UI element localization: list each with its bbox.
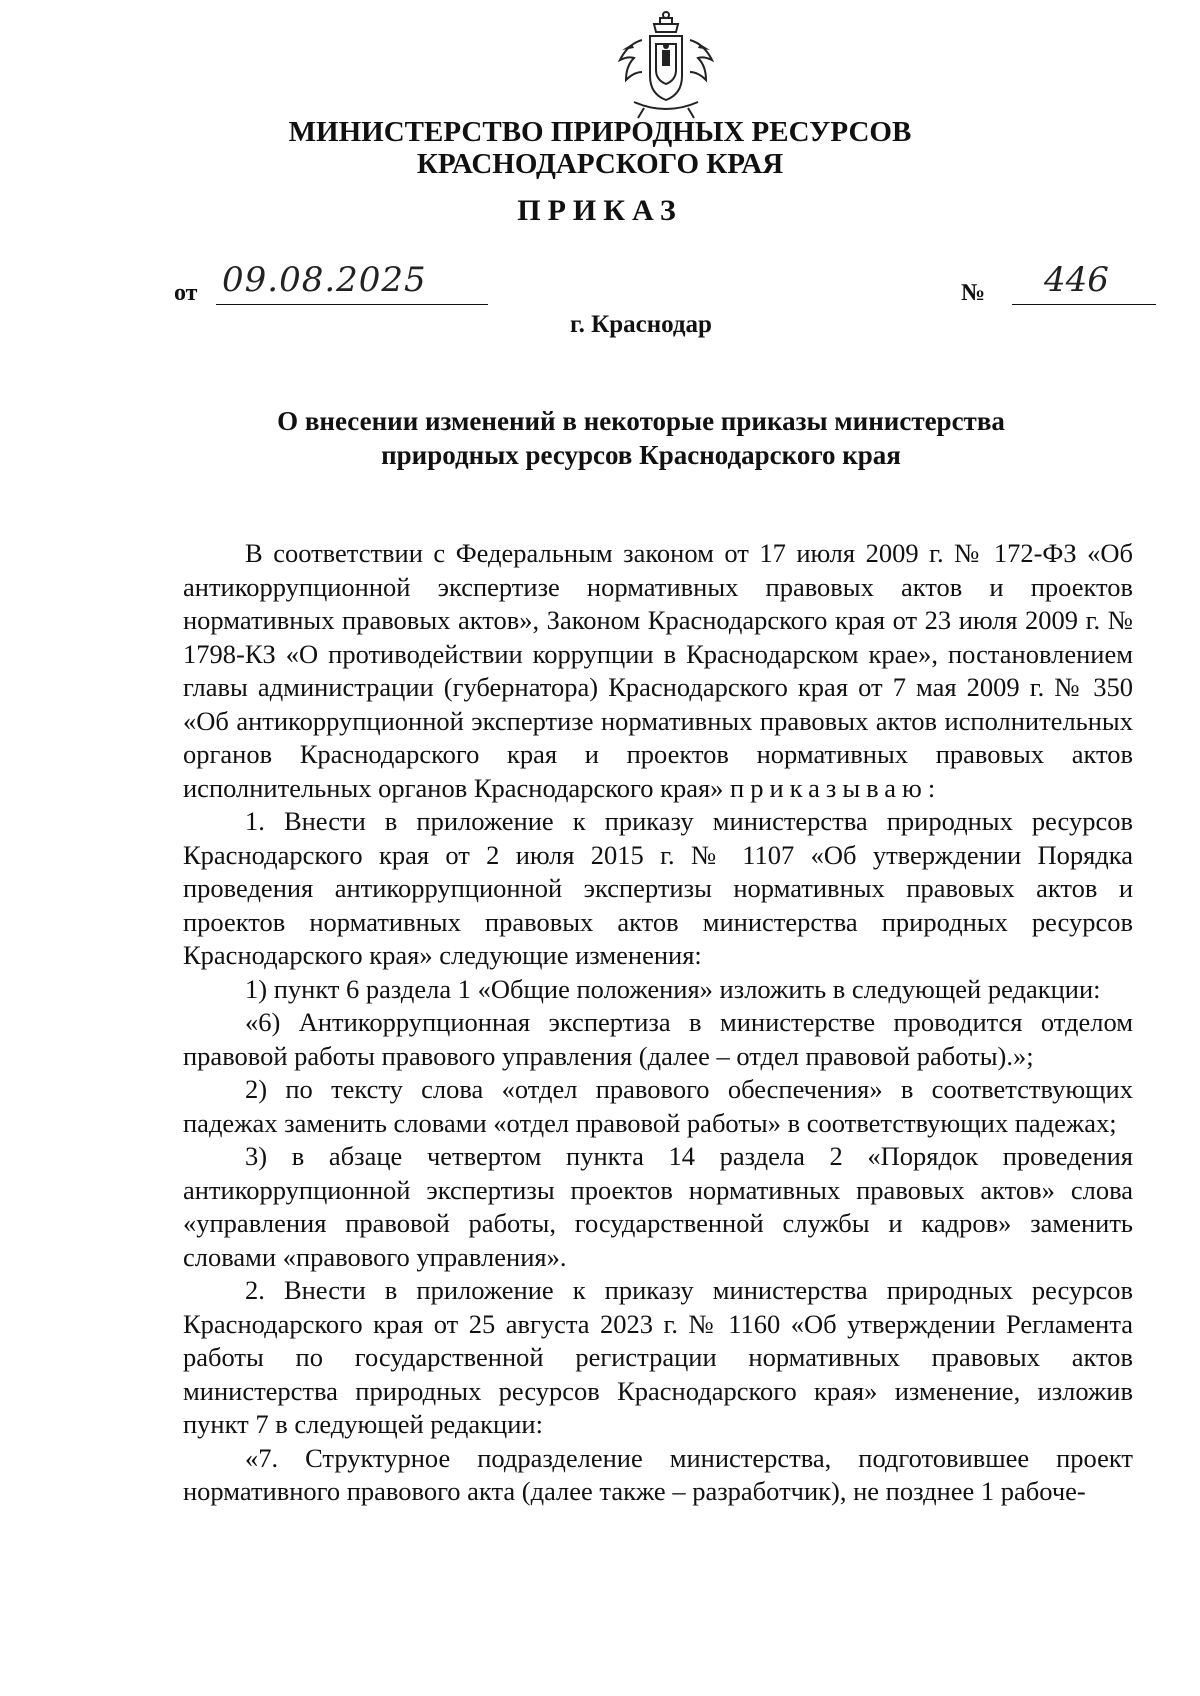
date-number-row <box>174 260 1154 308</box>
date-handwritten: 09.08.2025 <box>222 260 427 300</box>
paragraph-1-item-3: 3) в абзаце четвертом пункта 14 раздела 2 «Порядок проведения антикоррупционной экспертизы проектов нормативных правовых актов» слова «управления правовой работы, государственной службы и кадров» заменить словами «правового управления». <box>183 1141 1133 1272</box>
paragraph-1-item-1: 1) пункт 6 раздела 1 «Общие положения» изложить в следующей редакции: <box>245 973 1101 1004</box>
paragraph-2: 2. Внести в приложение к приказу министерства природных ресурсов Краснодарского края от 25 августа 2023 г. № 1160 «Об утверждении Регламента работы по государственной регистрации нормативных правовых актов министерства природных ресурсов Краснодарского края» изменение, изложив пункт 7 в следующей редакции: <box>183 1275 1133 1439</box>
paragraph-1-item-2: 2) по тексту слова «отдел правового обеспечения» в соответствующих падежах заменить словами «отдел правовой работы» в соответствующих падежах; <box>183 1074 1133 1138</box>
paragraph-1: 1. Внести в приложение к приказу министерства природных ресурсов Краснодарского края от 2 июля 2015 г. № 1107 «Об утверждении Порядка проведения антикоррупционной экспертизы нормативных правовых актов и проектов нормативных правовых актов министерства природных ресурсов Краснодарского края» следующие изменения: <box>183 806 1133 970</box>
subject-line-1: О внесении изменений в некоторые приказы министерства <box>277 406 1005 436</box>
intro-paragraph <box>183 537 1133 805</box>
date-label: от <box>174 280 198 306</box>
order-body <box>183 537 1133 1509</box>
number-handwritten: 446 <box>1044 260 1109 300</box>
city: г. Краснодар <box>570 311 712 338</box>
number-label: № <box>961 280 986 306</box>
paragraph-2-quote: «7. Структурное подразделение министерства, подготовившее проект нормативного правового акта (далее также – разработчик), не позднее 1 рабоче- <box>183 1442 1133 1506</box>
intro-text: В соответствии с Федеральным законом от 17 июля 2009 г. № 172-ФЗ «Об антикоррупционной экспертизе нормативных правовых актов и проектов нормативных правовых актов», Законом Краснодарского края от 23 июля 2009 г. № 1798-КЗ «О противодействии коррупции в Краснодарском крае», постановлением главы администрации (губернатора) Краснодарского края от 7 мая 2009 г. № 350 «Об антикоррупционной экспертизе нормативных правовых актов исполнительных органов Краснодарского края и проектов нормативных правовых актов исполнительных органов Краснодарского края» <box>183 538 1133 803</box>
subject-line-2: природных ресурсов Краснодарского края <box>381 440 901 470</box>
coat-of-arms-icon <box>614 10 718 120</box>
ministry-line-2: КРАСНОДАРСКОГО КРАЯ <box>416 148 784 180</box>
order-word: приказываю: <box>730 772 942 803</box>
date-underline <box>216 304 488 305</box>
paragraph-1-item-1-quote: «6) Антикоррупционная экспертиза в министерстве проводится отделом правовой работы правового управления (далее – отдел правовой работы).»; <box>183 1007 1133 1071</box>
ministry-line-1: МИНИСТЕРСТВО ПРИРОДНЫХ РЕСУРСОВ <box>288 116 912 148</box>
number-underline <box>1012 304 1156 305</box>
order-title: ПРИКАЗ <box>517 194 683 227</box>
ministry-name <box>0 116 1200 180</box>
order-subject <box>0 404 1200 472</box>
